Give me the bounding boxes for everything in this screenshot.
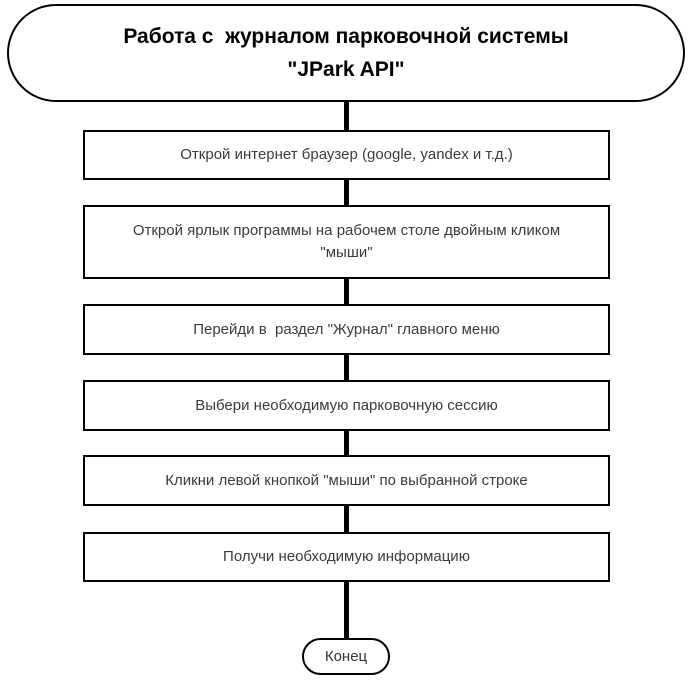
process-step-open-browser: [83, 130, 610, 180]
start-terminator-text-line: Работа с журналом парковочной системы: [123, 25, 569, 48]
connector-line: [344, 179, 349, 206]
step-text: Перейди в раздел "Журнал" главного меню: [193, 320, 500, 338]
process-step-goto-journal: [83, 304, 610, 355]
step-text: Кликни левой кнопкой "мыши" по выбранной строке: [165, 471, 528, 489]
step-text-line: Открой ярлык программы на рабочем столе двойным кликом: [132, 222, 561, 239]
process-step-get-info: [83, 532, 610, 582]
connector-line: [344, 100, 349, 131]
connector-line: [344, 581, 349, 639]
connector-line: [344, 278, 349, 305]
step-text-line: "мыши": [320, 244, 373, 261]
step-text: Выбери необходимую парковочную сессию: [195, 396, 498, 414]
connector-line: [344, 430, 349, 456]
step-text: Получи необходимую информацию: [223, 548, 470, 565]
end-terminator-label: Конец: [324, 648, 368, 665]
start-terminator-text-line: "JPark API": [287, 58, 405, 81]
process-step-click-row: [83, 455, 610, 506]
start-terminator: [7, 4, 685, 102]
connector-line: [344, 505, 349, 533]
process-step-open-shortcut: [83, 205, 610, 279]
process-step-select-session: [83, 380, 610, 431]
end-terminator: [302, 638, 390, 675]
connector-line: [344, 354, 349, 381]
step-text: Открой интернет браузер (google, yandex и т.д.): [180, 146, 513, 163]
